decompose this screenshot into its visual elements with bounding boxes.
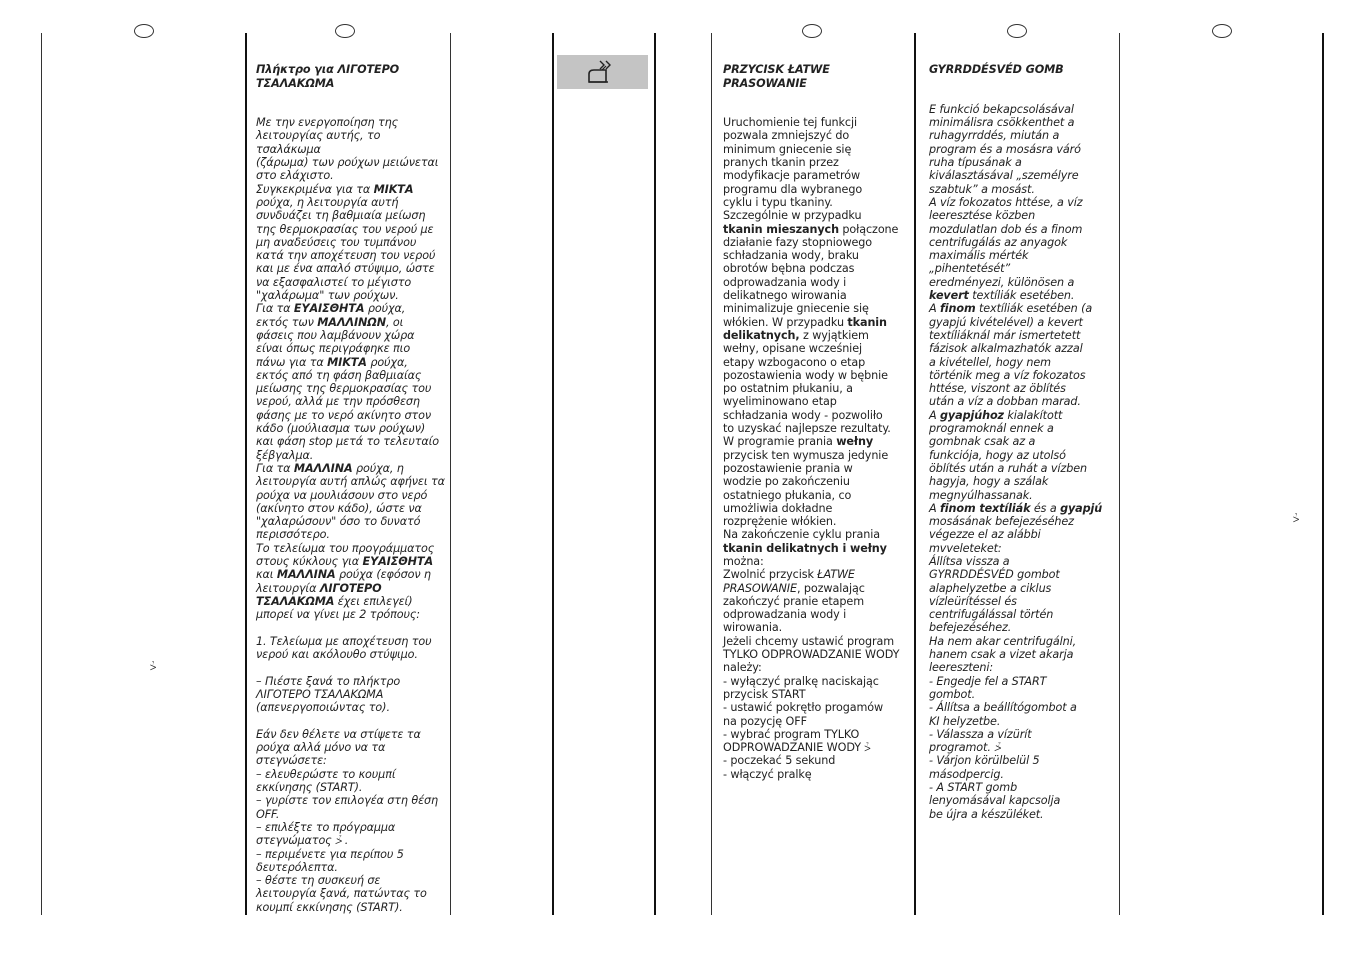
text-run: ρούχα, η λειτουργία αυτή συνδυάζει τη βαθμιαία μείωση της θερμοκρασίας του νερού με μη αναδεύσεις του τυμπάνου κατά την αποχέτευση του νερού και με ένα απαλό στύψιμο, ώστε να εξασφαλιστεί το μέγιστο "χαλάρωμα" των ρούχων. Για τα [256, 195, 436, 316]
text-run: és a [1030, 501, 1061, 515]
text-run: textíliák esetében. A [929, 289, 1075, 316]
polish-heading: PRZYCISK ŁATWE PRASOWANIE [723, 63, 830, 90]
text-run: E funkció bekapcsolásával minimálisra csökkenthet a ruhagyrrddés, miután a program és a mosásra váró ruha típusának a kiválasztásával „személyre szabtuk” a mosást. A víz fokozatos httése, a víz leeresztése közben mozdulatlan dob és a finom centrifugálás az anyagok maximális mérték „pihentetését” eredményezi, különösen a [929, 102, 1083, 289]
greek-column [256, 50, 448, 927]
text-run: έχει επιλεγεί) μπορεί να γίνει με 2 τρόπους: 1. Τελείωμα με αποχέτευση του νερού και ακόλουθο στύψιμο. – Πιέστε ξανά το πλήκτρο ΛΙΓΟΤΕΡΟ ΤΣΑΛΑΚΩΜΑ (απενεργοποιώντας το). Εάν δεν θέλετε να στίψετε τα ρούχα αλλά μόνο να τα στεγνώσετε: – ελευθερώστε το κουμπί εκκίνησης (START). – γυρίστε τον επιλογέα στη θέση OFF. – επιλέξτε το πρόγραμμα στεγνώματος ⩼ . – περιμένετε για περίπου 5 δευτερόλεπτα. – θέστε τη συσκευή σε λειτουργία ξανά, πατώντας το κουμπί εκκίνησης (START). [256, 594, 439, 914]
text-run: Uruchomienie tej funkcji pozwala zmniejszyć do minimum gniecenie się pranych tkanin przez modyfikacje parametrów programu dla wybranego cyklu i typu tkaniny. Szczególnie w przypadku [723, 116, 863, 223]
text-run: gyapjú [1060, 501, 1103, 515]
text-run: ŁATWE PRASOWANIE [723, 568, 855, 595]
text-run: tkanin mieszanych [723, 222, 839, 236]
hungarian-heading: GYRRDDÉSVÉD GOMB [929, 63, 1064, 77]
text-run: gyapjúhoz [940, 408, 1004, 422]
text-run: z wyjątkiem wełny, opisane wcześniej etapy wzbogacono o etap pozostawienia wody w bębnie po ostatnim płukaniu, a wyeliminowano etap schładzania wody - pozwoliło to uzyskać najlepsze rezultaty. W programie prania [723, 328, 891, 449]
text-run: tkanin delikatnych, [723, 315, 887, 342]
oval-marker-icon [802, 24, 822, 38]
text-run: finom [940, 302, 976, 316]
text-run: , οι φάσεις που λαμβάνουν χώρα είναι όπως περιγράφηκε πιο πάνω για τα [256, 315, 415, 369]
text-run: Με την ενεργοποίηση της λειτουργίας αυτής, το τσαλάκωμα (ζάρωμα) των ρούχων μειώνεται στο ελάχιστο. Συγκεκριμένα για τα [256, 116, 439, 196]
text-run: ΜΙΚΤΑ [327, 355, 367, 369]
oval-marker-icon [335, 24, 355, 38]
text-run: ΜΑΛΛΙΝΩΝ [317, 315, 386, 329]
column-divider [914, 33, 916, 915]
text-run: mosásának befejezéséhez végezze el az alábbi mvveleteket: Állítsa vissza a GYRRDDÉSVÉD gombot alaphelyzetbe a ciklus vízleürítéssel és centrifugálással történ befejezéséhez. Ha nem akar centrifugálni, hanem csak a vizet akarja leereszteni: - Engedje fel a START gombot. - Állítsa a beállítógombot a KI helyzetbe. - Válassza a vízürít programot. ⩼ - Várjon körülbelül 5 másodpercig. - A START gomb lenyomásával kapcsolja be újra a készüléket. [929, 515, 1077, 821]
easy-iron-symbol [557, 55, 648, 89]
text-run: ρούχα, εκτός από τη φάση βαθμιαίας μείωσης της θερμοκρασίας του νερού, αλλά με την πρόσθεση φάσης με το νερό ακίνητο στον κάδο (μούλιασμα των ρούχων) και φάση stop μετά το τελευταίο ξέβγαλμα. Για τα [256, 355, 440, 475]
oval-marker-icon [1212, 24, 1232, 38]
hungarian-body [929, 103, 1117, 821]
oval-marker-icon [1007, 24, 1027, 38]
text-run: ΜΙΚΤΑ [373, 182, 414, 196]
text-run: finom textíliák [940, 501, 1031, 515]
text-run: kevert [929, 289, 969, 303]
text-run: ρούχα (εφόσον η λειτουργία [256, 568, 431, 595]
text-run: textíliák esetében (a gyapjú kivételével) a kevert textíliáknál már ismertetett fázisok alkalmazhatók azzal a kivétellel, hogy nem történik meg a víz fokozatos httése, viszont az öblítés után a víz a dobban marad. A [929, 302, 1093, 422]
text-run: ΜΑΛΛΙΝΑ [293, 461, 353, 475]
column-divider [1119, 33, 1120, 915]
column-divider [450, 33, 451, 915]
polish-column [723, 50, 911, 794]
text-run: przycisk ten wymusza jedynie pozostawienie prania w wodzie po zakończeniu ostatniego płukania, co umożliwia dokładne rozprężenie włókien. Na zakończenie cyklu prania [723, 448, 889, 542]
text-run: kialakított programoknál ennek a gombnak csak az a funkciója, hogy az utolsó öblítés után a ruhát a vízben hagyja, hogy a szálak megnyúlhassanak. A [929, 408, 1087, 515]
column-divider [552, 33, 554, 915]
text-run: można: Zwolnić przycisk [723, 554, 814, 582]
column-divider [41, 33, 42, 915]
text-run: ΕΥΑΙΣΘΗΤΑ [293, 302, 365, 316]
text-run: połączone działanie fazy stopniowego schładzania wody, braku obrotów bębna podczas odprowadzania wody i delikatnego wirowania minimalizuje gniecenie się włókien. W przypadku [723, 222, 899, 329]
text-run: ρούχα, εκτός των [256, 302, 406, 329]
text-run: ρούχα, η λειτουργία αυτή απλώς αφήνει τα ρούχα να μουλιάσουν στο νερό (ακίνητο στον κάδο), ώστε να "χαλαρώσουν" όσο το δυνατό περισσότερο. Το τελείωμα του προγράμματος στους κύκλους για [256, 461, 445, 568]
text-run: , pozwalając zakończyć pranie etapem odprowadzania wody i wirowania. Jeżeli chcemy ustawić program TYLKO ODPROWADZANIE WODY należy: - wyłączyć pralkę naciskając przycisk START - ustawić pokrętło progamów na pozycję OFF - wybrać program TYLKO ODPROWADZANIE WODY ⩼ - poczekać 5 sekund - włączyć pralkę [723, 581, 900, 781]
column-divider [1322, 33, 1324, 915]
column-divider [245, 33, 247, 915]
column-divider [711, 33, 712, 915]
hungarian-column [929, 50, 1117, 834]
oval-marker-icon [134, 24, 154, 38]
text-run: wełny [836, 435, 874, 449]
drain-program-icon: ⩼ [1293, 512, 1300, 525]
text-run: ΜΑΛΛΙΝΑ [276, 568, 336, 582]
text-run: ΕΥΑΙΣΘΗΤΑ [362, 554, 434, 568]
text-run: tkanin delikatnych i wełny [723, 541, 887, 555]
polish-body [723, 116, 911, 781]
iron-steam-icon [586, 58, 620, 86]
greek-body [256, 116, 448, 914]
text-run: και [256, 568, 274, 582]
text-run: ΛΙΓΟΤΕΡΟ ΤΣΑΛΑΚΩΜΑ [256, 581, 382, 608]
column-divider [654, 33, 656, 915]
greek-heading: Πλήκτρο για ΛΙΓΟΤΕΡΟ ΤΣΑΛΑΚΩΜΑ [256, 63, 400, 90]
drain-program-icon: ⩼ [150, 660, 157, 673]
